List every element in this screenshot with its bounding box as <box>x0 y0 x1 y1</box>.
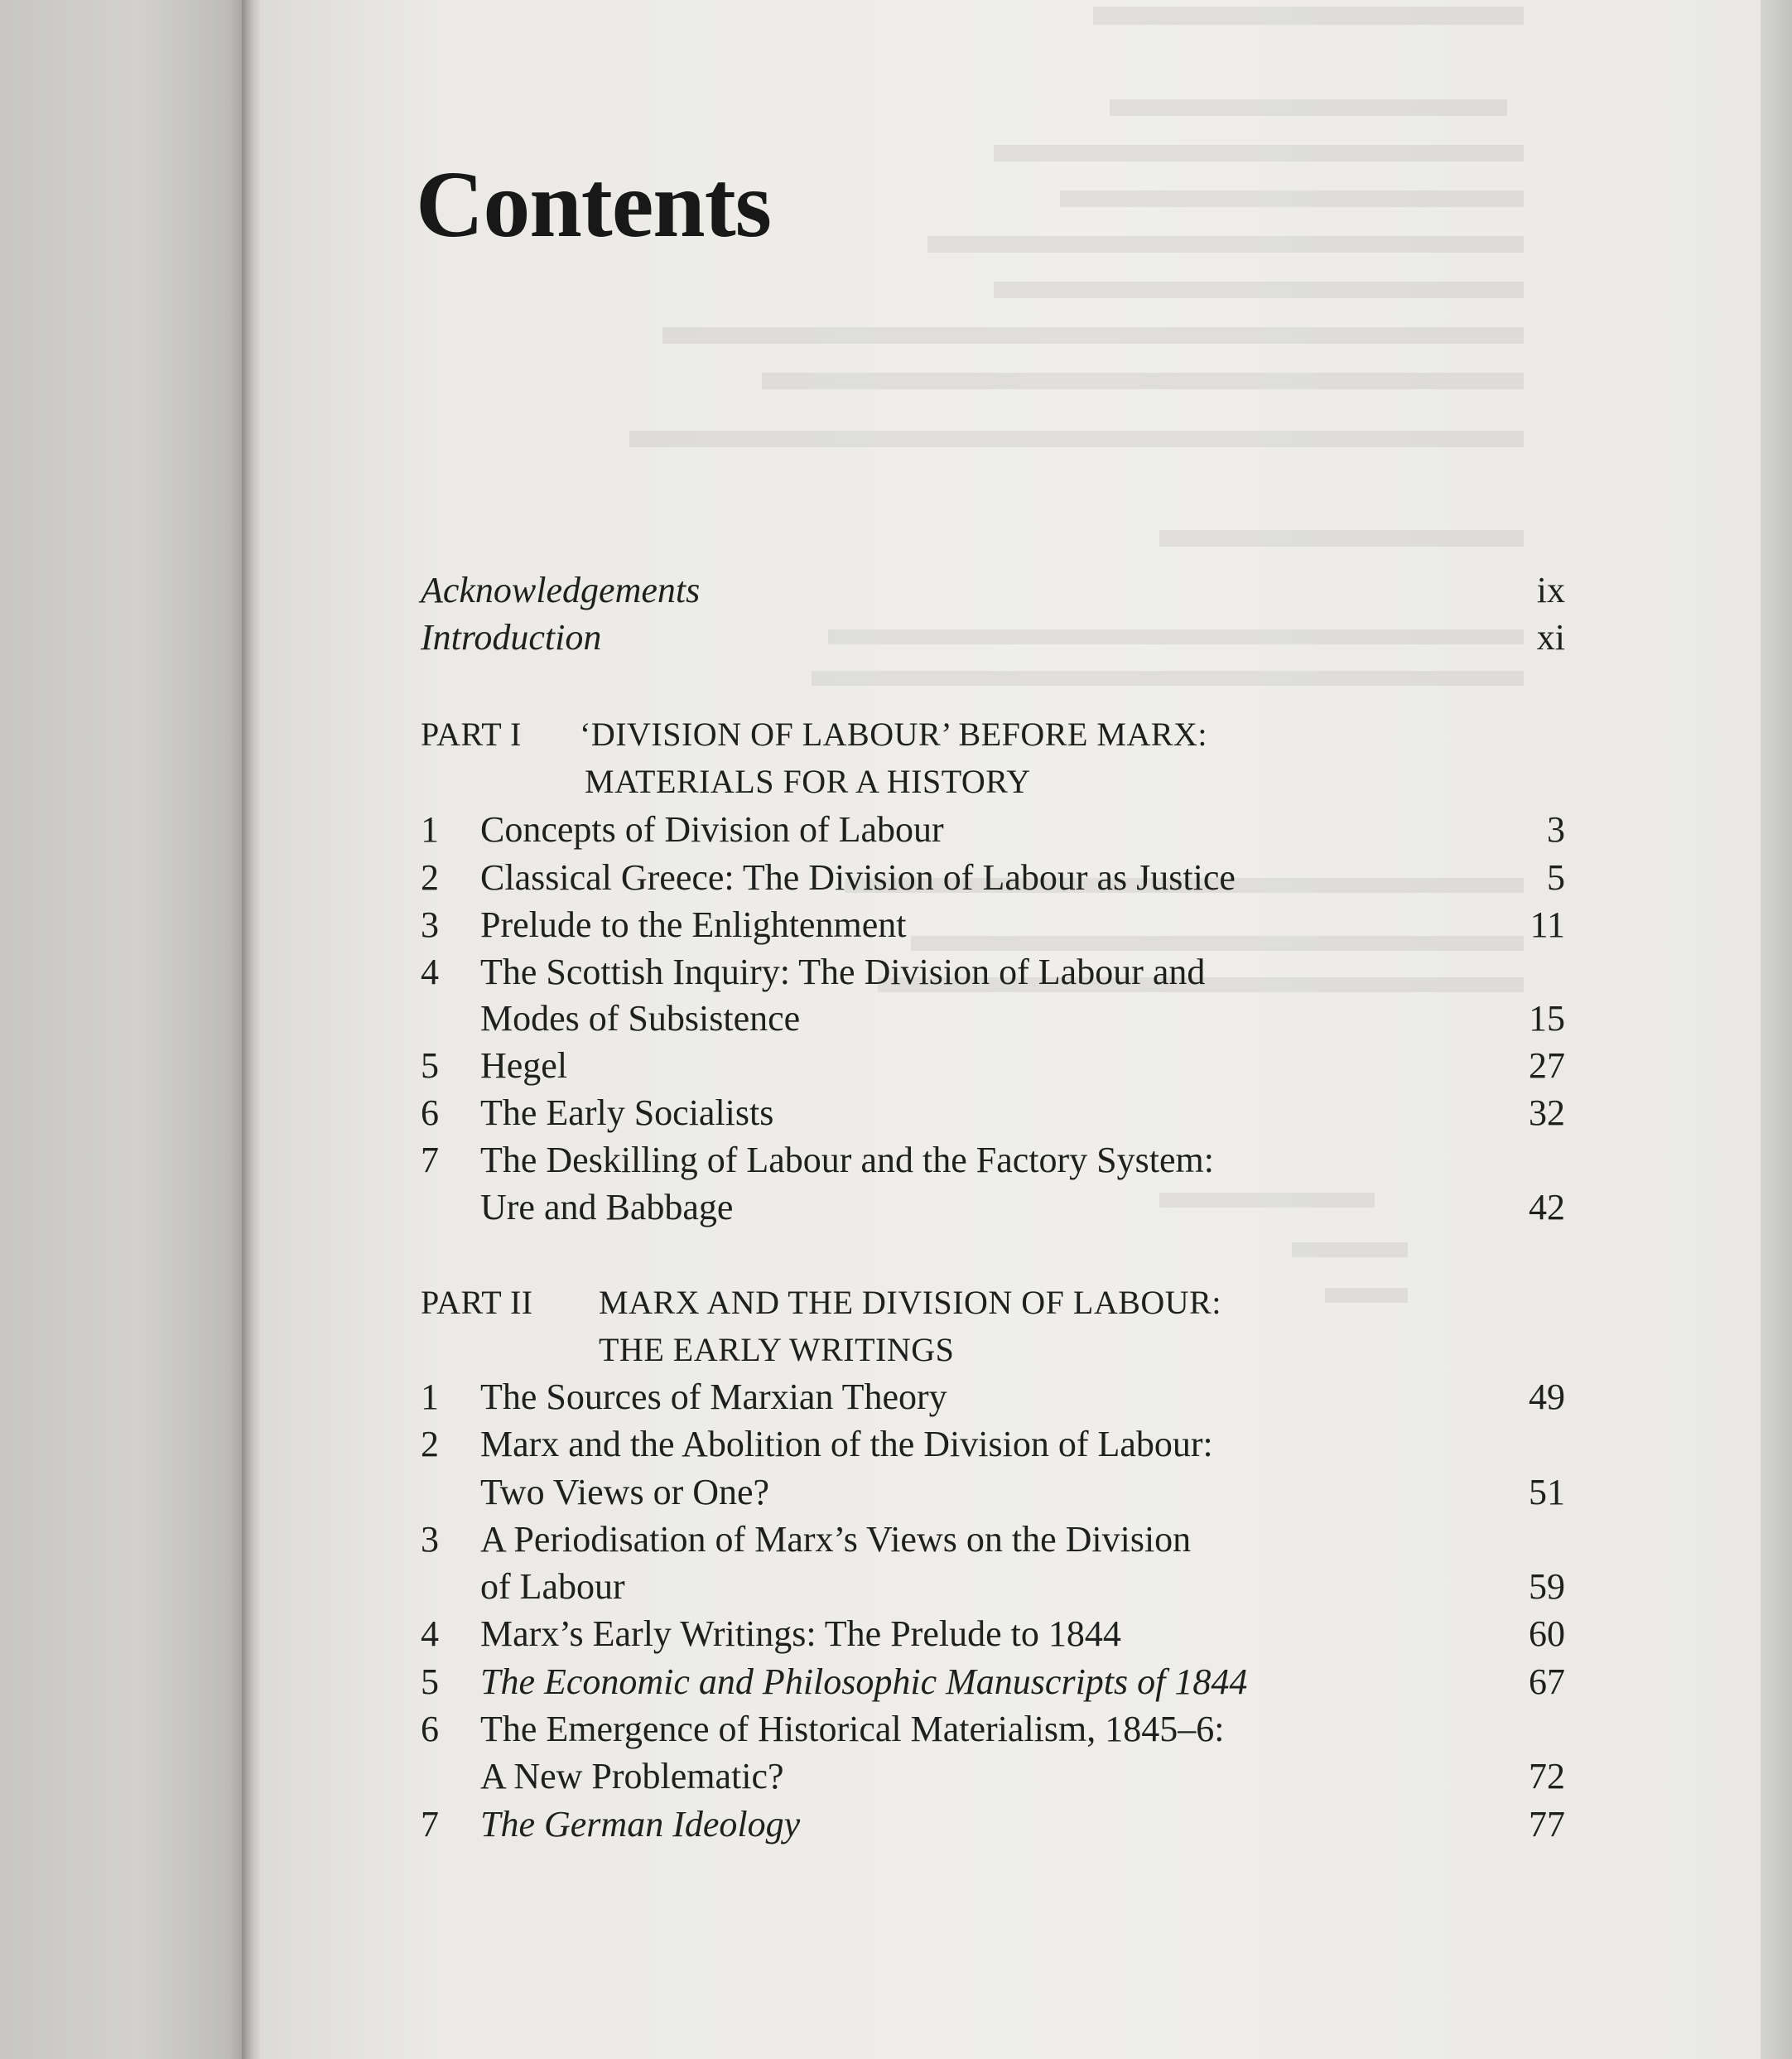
page-number: 27 <box>1529 1045 1565 1086</box>
chapter-number: 6 <box>421 1709 439 1749</box>
toc-entry-part2-ch7[interactable] <box>421 1801 1565 1848</box>
chapter-number: 1 <box>421 1377 439 1417</box>
part-2-heading <box>421 1280 1565 1326</box>
chapter-title-cont: Two Views or One? <box>480 1472 770 1512</box>
page-number: 15 <box>1529 998 1565 1039</box>
chapter-number: 6 <box>421 1092 439 1133</box>
toc-entry-part2-ch2[interactable] <box>421 1421 1565 1468</box>
page-title: Contents <box>416 152 772 257</box>
chapter-title: The Scottish Inquiry: The Division of Labour and <box>480 952 1206 992</box>
chapter-number: 7 <box>421 1140 439 1180</box>
page-number: 60 <box>1529 1613 1565 1654</box>
toc-entry-part2-ch5[interactable] <box>421 1659 1565 1705</box>
part-title: ‘DIVISION OF LABOUR’ BEFORE MARX: <box>580 716 1208 753</box>
toc-entry-part1-ch1[interactable] <box>421 807 1565 853</box>
chapter-title: Classical Greece: The Division of Labour as Justice <box>480 857 1236 898</box>
toc-entry-part1-ch4-cont[interactable] <box>421 996 1565 1042</box>
chapter-title: The Emergence of Historical Materialism, 1845–6: <box>480 1709 1225 1749</box>
part-label: PART II <box>421 1284 533 1321</box>
page-edge <box>1761 0 1792 2059</box>
toc-entry-part2-ch3-cont[interactable] <box>421 1564 1565 1610</box>
part-label: PART I <box>421 716 522 753</box>
toc-entry-part2-ch4[interactable] <box>421 1611 1565 1657</box>
chapter-title: The Economic and Philosophic Manuscripts of 1844 <box>480 1661 1248 1702</box>
chapter-title-cont: A New Problematic? <box>480 1756 784 1796</box>
chapter-title: The Deskilling of Labour and the Factory System: <box>480 1140 1214 1180</box>
page-number: 59 <box>1529 1566 1565 1607</box>
page-number: 49 <box>1529 1377 1565 1417</box>
chapter-number: 5 <box>421 1045 439 1086</box>
toc-entry-part2-ch2-cont[interactable] <box>421 1469 1565 1516</box>
chapter-title: Prelude to the Enlightenment <box>480 904 907 945</box>
toc-entry-part1-ch7-cont[interactable] <box>421 1184 1565 1231</box>
page-number: 32 <box>1529 1092 1565 1133</box>
chapter-number: 2 <box>421 857 439 898</box>
chapter-number: 3 <box>421 904 439 945</box>
page-number: 11 <box>1529 904 1565 945</box>
book-gutter <box>242 0 262 2059</box>
chapter-number: 1 <box>421 809 439 850</box>
chapter-number: 3 <box>421 1519 439 1560</box>
part-2-heading-line2 <box>421 1327 1565 1373</box>
chapter-title: A Periodisation of Marx’s Views on the Division <box>480 1519 1192 1560</box>
chapter-title: The German Ideology <box>480 1804 801 1844</box>
toc-entry-part1-ch3[interactable] <box>421 902 1565 948</box>
toc-entry-part2-ch1[interactable] <box>421 1374 1565 1420</box>
toc-entry-part1-ch4[interactable] <box>421 949 1565 996</box>
part-title: THE EARLY WRITINGS <box>599 1331 955 1368</box>
part-title: MARX AND THE DIVISION OF LABOUR: <box>599 1284 1221 1321</box>
chapter-number: 5 <box>421 1661 439 1702</box>
entry-label: Acknowledgements <box>421 570 701 610</box>
chapter-title-cont: Modes of Subsistence <box>480 998 801 1039</box>
part-1-heading <box>421 711 1565 758</box>
page-number: 5 <box>1547 857 1565 898</box>
page-number: 77 <box>1529 1804 1565 1844</box>
page-number: 72 <box>1529 1756 1565 1796</box>
part-1-heading-line2 <box>421 759 1565 805</box>
chapter-title-cont: Ure and Babbage <box>480 1187 734 1227</box>
chapter-number: 4 <box>421 1613 439 1654</box>
part-title: MATERIALS FOR A HISTORY <box>585 763 1031 800</box>
chapter-title-cont: of Labour <box>480 1566 625 1607</box>
page-number: 51 <box>1529 1472 1565 1512</box>
page-number: 67 <box>1529 1661 1565 1702</box>
page-number: ix <box>1536 570 1565 610</box>
toc-entry-part1-ch2[interactable] <box>421 855 1565 901</box>
toc-entry-part2-ch3[interactable] <box>421 1517 1565 1563</box>
page-number: xi <box>1536 617 1565 658</box>
entry-label: Introduction <box>421 617 602 658</box>
facing-page <box>0 0 248 2059</box>
toc-entry-part1-ch6[interactable] <box>421 1090 1565 1136</box>
page-number: 42 <box>1529 1187 1565 1227</box>
toc-entry-part1-ch7[interactable] <box>421 1137 1565 1184</box>
toc-entry-part1-ch5[interactable] <box>421 1043 1565 1089</box>
page-number: 3 <box>1547 809 1565 850</box>
toc-entry-part2-ch6-cont[interactable] <box>421 1753 1565 1800</box>
chapter-title: Concepts of Division of Labour <box>480 809 944 850</box>
chapter-number: 4 <box>421 952 439 992</box>
chapter-number: 2 <box>421 1424 439 1464</box>
toc-entry-introduction[interactable] <box>421 615 1565 661</box>
chapter-title: The Sources of Marxian Theory <box>480 1377 947 1417</box>
toc-entry-part2-ch6[interactable] <box>421 1706 1565 1753</box>
chapter-title: Marx and the Abolition of the Division of Labour: <box>480 1424 1213 1464</box>
chapter-title: Marx’s Early Writings: The Prelude to 1844 <box>480 1613 1121 1654</box>
chapter-number: 7 <box>421 1804 439 1844</box>
toc-entry-acknowledgements[interactable] <box>421 567 1565 614</box>
chapter-title: The Early Socialists <box>480 1092 774 1133</box>
chapter-title: Hegel <box>480 1045 568 1086</box>
